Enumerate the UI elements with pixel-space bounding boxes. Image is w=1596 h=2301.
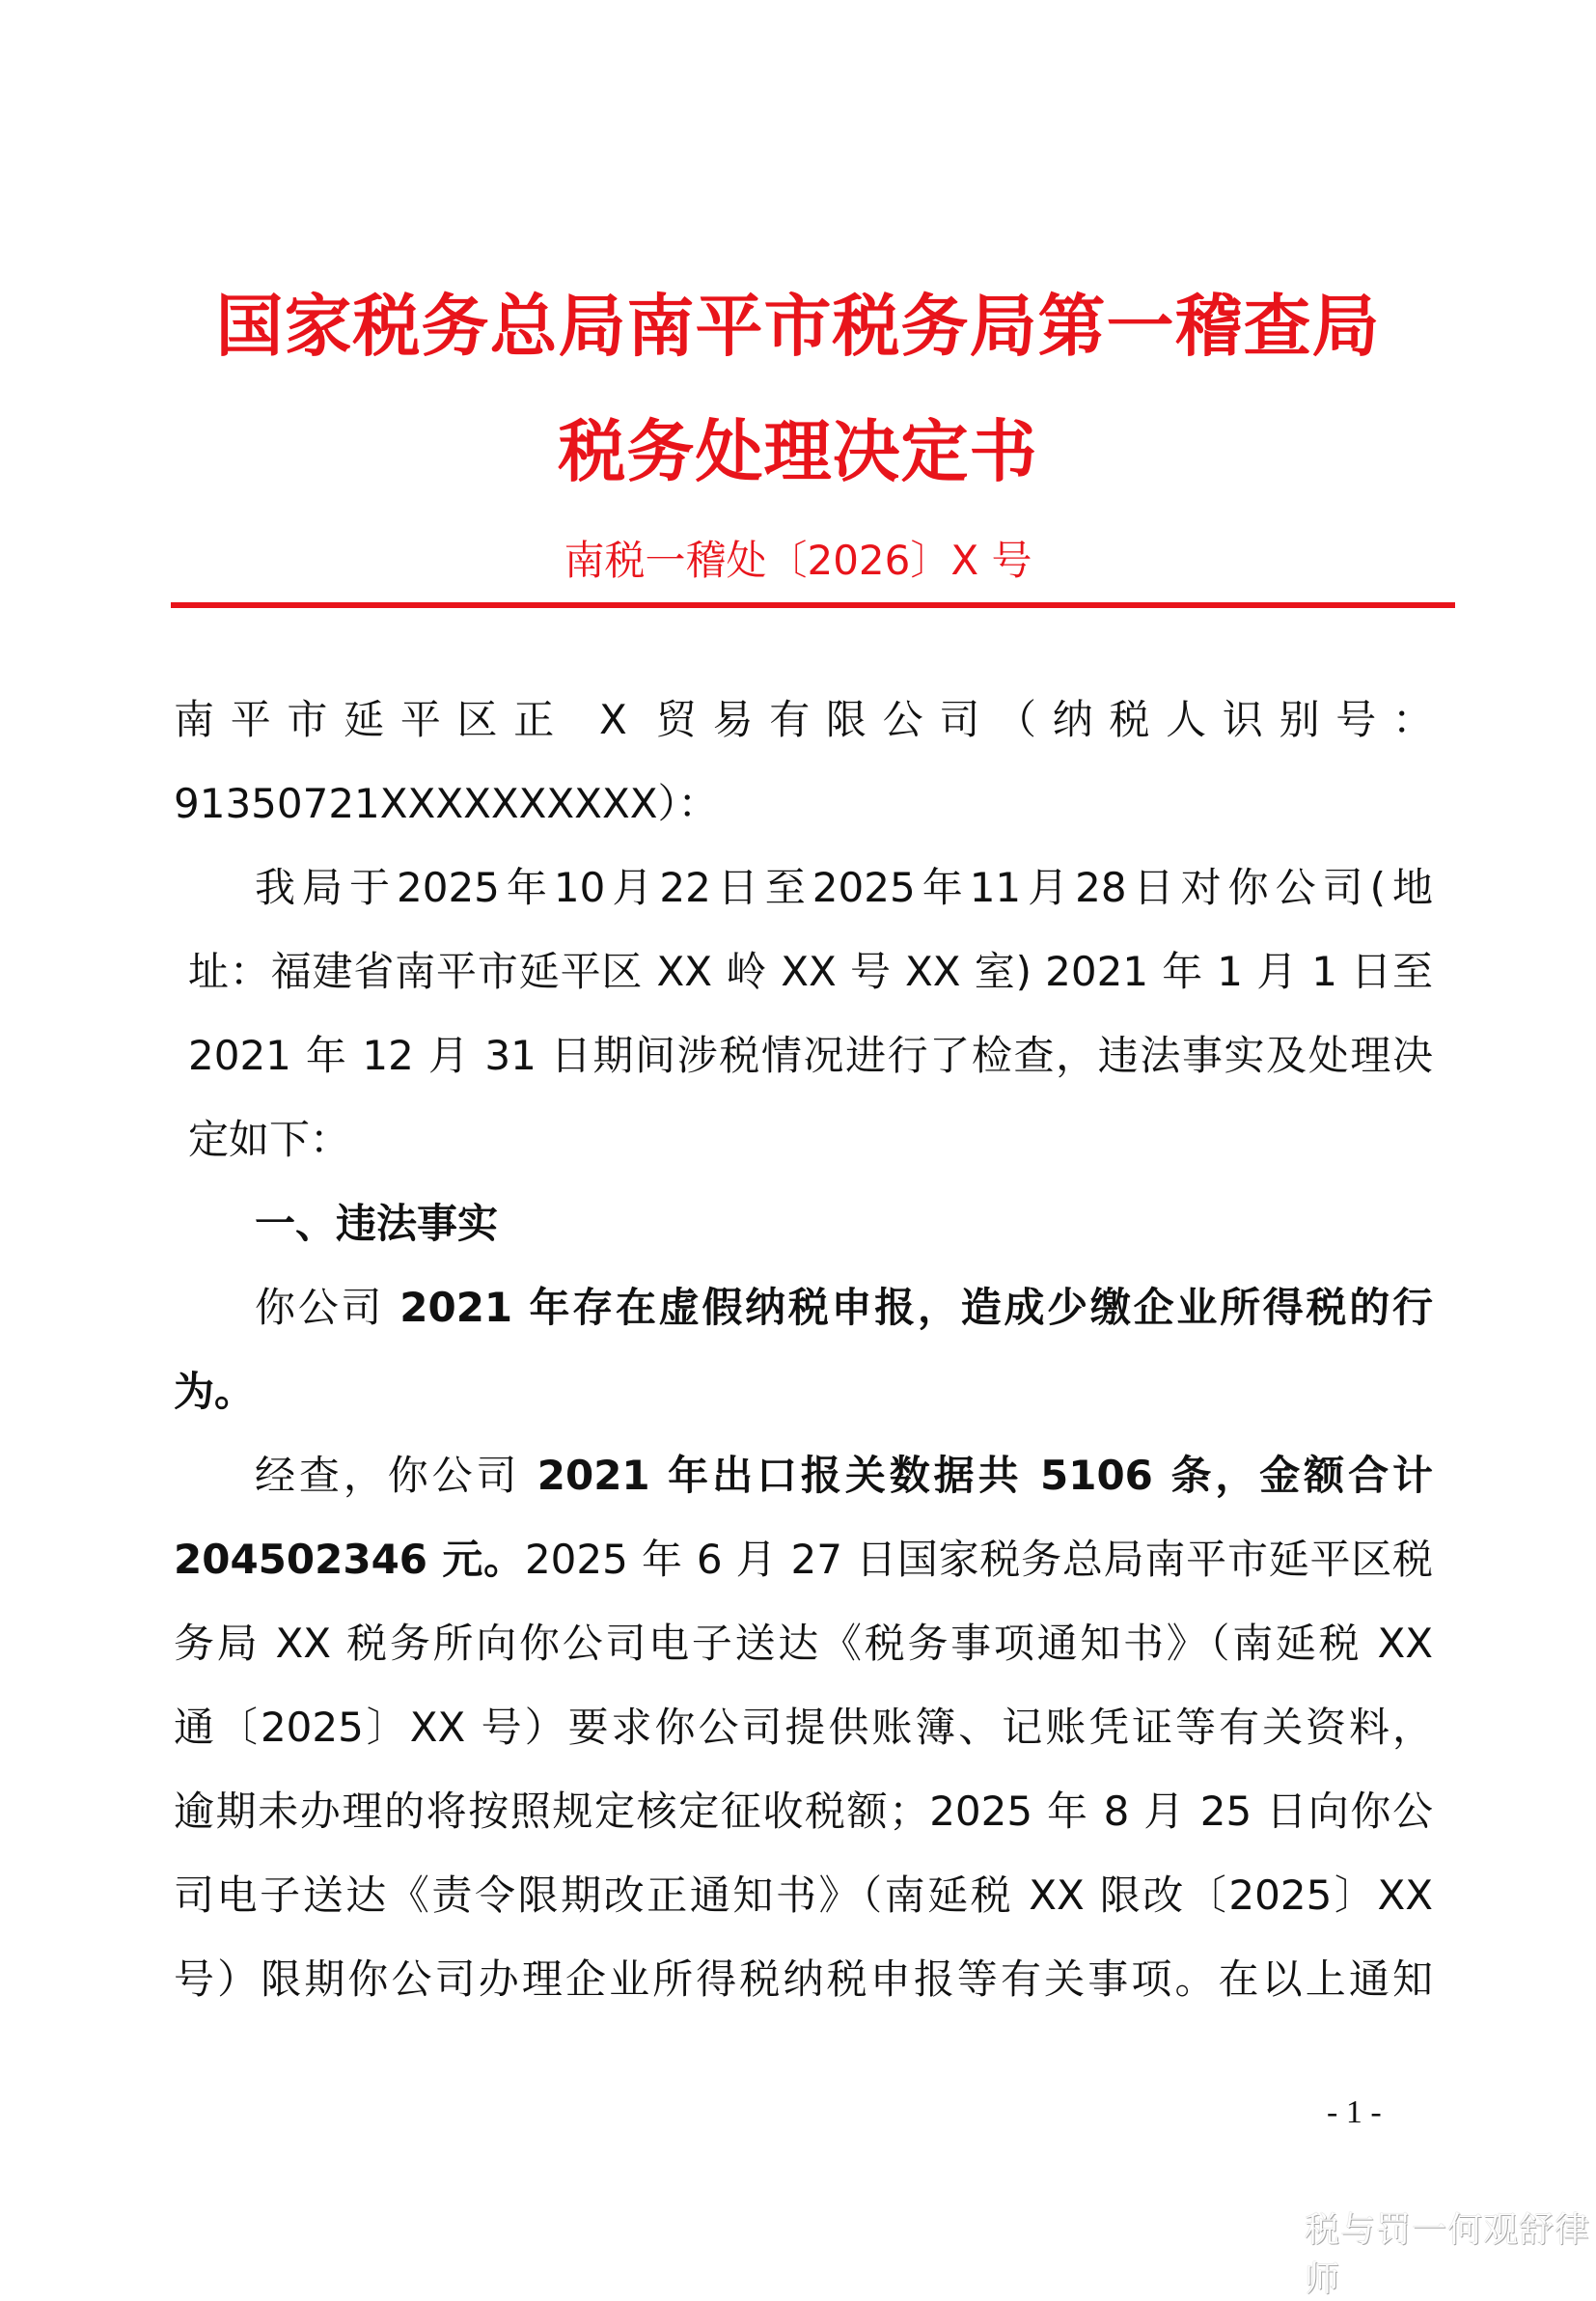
- body-line: [174, 1517, 1433, 1601]
- body-line: [174, 1601, 1433, 1685]
- text: 号）限期你公司办理企业所得税纳税申报等有关事项。在以上通知: [174, 1955, 1433, 2003]
- body-line: [174, 846, 1433, 929]
- body-line: [174, 1769, 1433, 1853]
- body-line: [174, 1685, 1433, 1769]
- body-line: [174, 1265, 1433, 1349]
- text: 司电子送达《责令限期改正通知书》（南延税 XX 限改〔2025〕XX: [174, 1871, 1433, 1919]
- body-line: [174, 678, 1433, 762]
- document-number: 南税一稽处〔2026〕X 号: [564, 537, 1032, 584]
- body-line: [174, 1937, 1433, 2021]
- body-line: [174, 1853, 1433, 1937]
- body-line: [174, 1433, 1433, 1517]
- body-line: [174, 1097, 1433, 1181]
- watermark: 税与罚一何观舒律师: [1305, 2210, 1591, 2299]
- text: 通〔2025〕XX 号）要求你公司提供账簿、记账凭证等有关资料，: [174, 1704, 1433, 1751]
- text: 2025 年 6 月 27 日国家税务总局南平市延平区税: [524, 1536, 1434, 1583]
- bold-text: 为。: [174, 1368, 256, 1415]
- bold-text: 2021 年存在虚假纳税申报，造成少缴企业所得税的行: [399, 1284, 1433, 1331]
- text: 务局 XX 税务所向你公司电子送达《税务事项通知书》（南延税 XX: [174, 1620, 1433, 1667]
- text: 逾期未办理的将按照规定核定征收税额；2025 年 8 月 25 日向你公: [174, 1788, 1433, 1835]
- text: 你公司: [255, 1284, 400, 1331]
- bold-text: 2021 年出口报关数据共 5106 条，金额合计: [537, 1452, 1434, 1499]
- text: 2021 年 12 月 31 日期间涉税情况进行了检查，违法事实及处理决: [188, 1032, 1433, 1079]
- bold-text: 一、违法事实: [255, 1200, 499, 1247]
- body-line: [174, 929, 1433, 1013]
- body-line: [174, 1349, 1433, 1433]
- document-subtitle: 税务处理决定书: [558, 412, 1038, 491]
- page-number: - 1 -: [1327, 2094, 1382, 2130]
- red-divider: [171, 602, 1455, 608]
- bold-text: 204502346 元。: [174, 1536, 525, 1583]
- text: 定如下：: [188, 1116, 351, 1163]
- document-title: 国家税务总局南平市税务局第一稽查局: [215, 287, 1381, 366]
- text: 南平市延平区正 X 贸易有限公司（纳税人识别号：: [174, 696, 1433, 743]
- text: 91350721XXXXXXXXXX）：: [174, 780, 719, 827]
- body-line: [174, 1181, 1433, 1265]
- body-line: [174, 1013, 1433, 1097]
- text: 址：福建省南平市延平区 XX 岭 XX 号 XX 室) 2021 年 1 月 1 日至: [188, 948, 1433, 995]
- text: 我局于2025年10月22日至2025年11月28日对你公司(地: [255, 864, 1433, 911]
- body-line: [174, 762, 1433, 846]
- document-body: [174, 678, 1433, 2021]
- text: 经查，你公司: [255, 1452, 537, 1499]
